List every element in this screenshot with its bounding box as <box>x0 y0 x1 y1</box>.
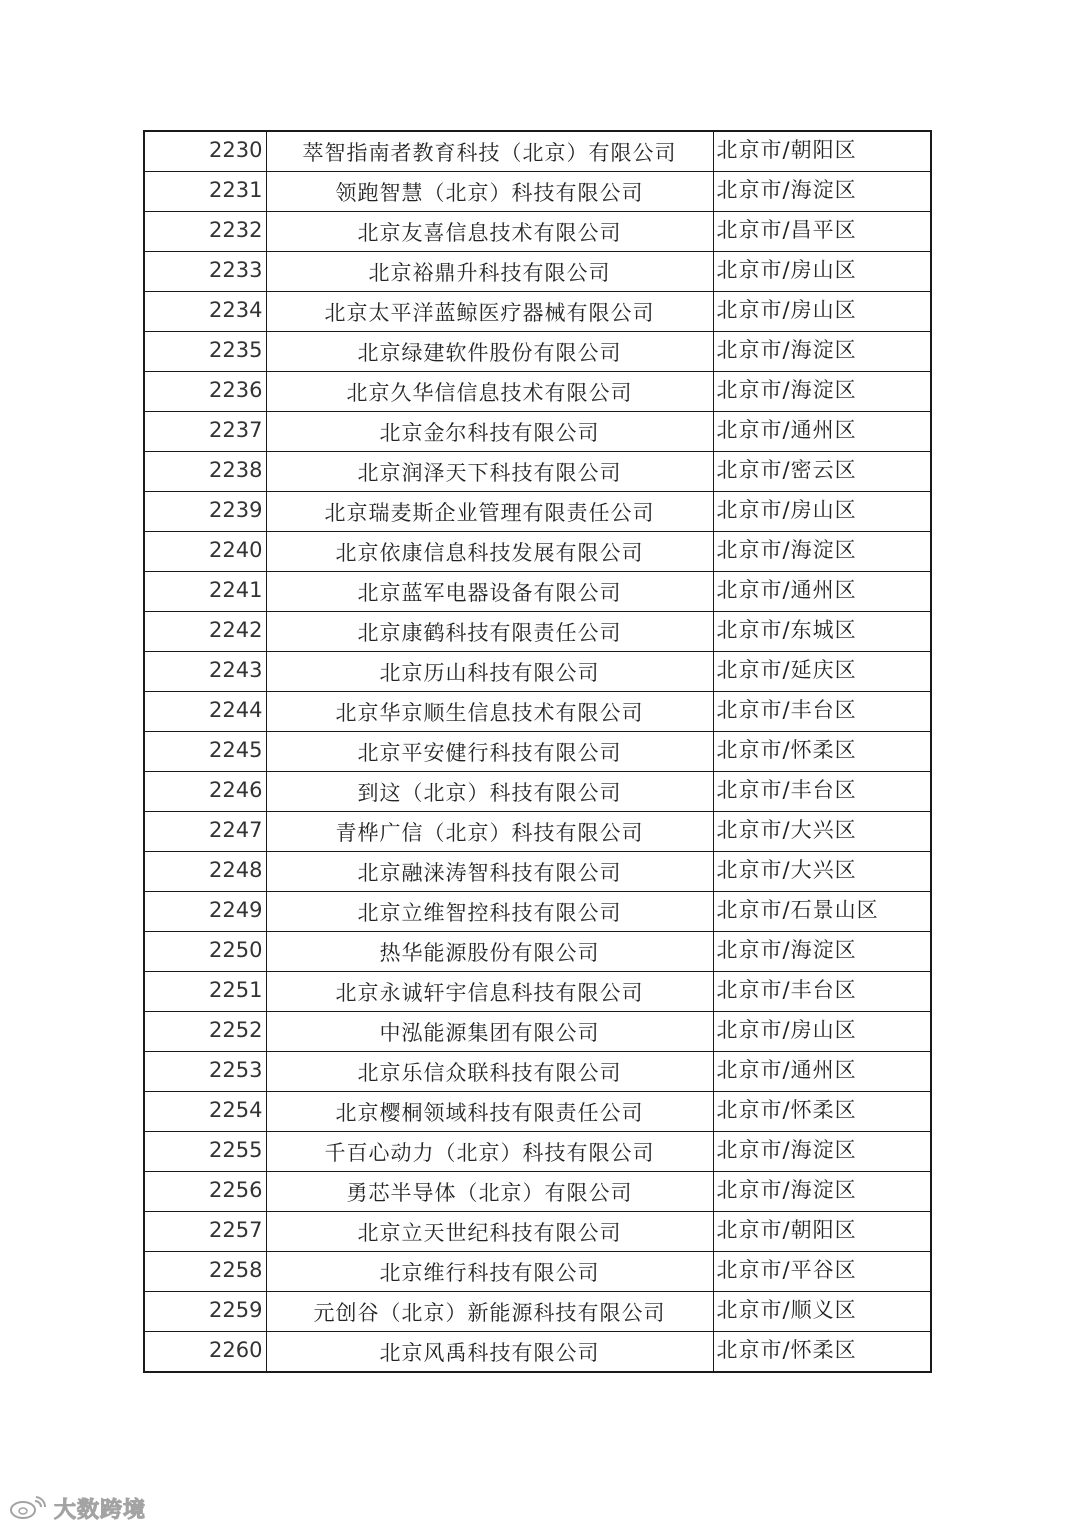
table-row <box>144 532 931 572</box>
row-number-cell: 2238 <box>144 452 266 492</box>
row-number-cell: 2235 <box>144 332 266 372</box>
table-row <box>144 772 931 812</box>
row-number-cell: 2240 <box>144 532 266 572</box>
row-number-cell: 2257 <box>144 1212 266 1252</box>
table-row <box>144 1172 931 1212</box>
table-row <box>144 172 931 212</box>
company-name-cell: 北京立天世纪科技有限公司 <box>266 1212 713 1252</box>
region-cell: 北京市/昌平区 <box>713 212 931 252</box>
table-row <box>144 1052 931 1092</box>
row-number-cell: 2236 <box>144 372 266 412</box>
table-row <box>144 412 931 452</box>
company-name-cell: 北京友喜信息技术有限公司 <box>266 212 713 252</box>
region-cell: 北京市/怀柔区 <box>713 1092 931 1132</box>
region-cell: 北京市/石景山区 <box>713 892 931 932</box>
region-cell: 北京市/大兴区 <box>713 812 931 852</box>
row-number-cell: 2249 <box>144 892 266 932</box>
table-row <box>144 332 931 372</box>
row-number-cell: 2258 <box>144 1252 266 1292</box>
company-name-cell: 萃智指南者教育科技（北京）有限公司 <box>266 131 713 172</box>
region-cell: 北京市/平谷区 <box>713 1252 931 1292</box>
region-cell: 北京市/丰台区 <box>713 972 931 1012</box>
region-cell: 北京市/朝阳区 <box>713 131 931 172</box>
weibo-logo-icon <box>8 1495 48 1521</box>
company-name-cell: 到这（北京）科技有限公司 <box>266 772 713 812</box>
company-name-cell: 热华能源股份有限公司 <box>266 932 713 972</box>
company-name-cell: 北京依康信息科技发展有限公司 <box>266 532 713 572</box>
table-row <box>144 1292 931 1332</box>
row-number-cell: 2232 <box>144 212 266 252</box>
row-number-cell: 2234 <box>144 292 266 332</box>
watermark-text: 大数跨境 <box>54 1497 147 1523</box>
table-row <box>144 972 931 1012</box>
region-cell: 北京市/通州区 <box>713 1052 931 1092</box>
table-row <box>144 852 931 892</box>
row-number-cell: 2241 <box>144 572 266 612</box>
table-row <box>144 1332 931 1373</box>
company-table-body <box>144 131 931 1372</box>
company-name-cell: 北京樱桐领域科技有限责任公司 <box>266 1092 713 1132</box>
region-cell: 北京市/大兴区 <box>713 852 931 892</box>
table-row <box>144 212 931 252</box>
region-cell: 北京市/丰台区 <box>713 692 931 732</box>
row-number-cell: 2247 <box>144 812 266 852</box>
table-row <box>144 131 931 172</box>
region-cell: 北京市/海淀区 <box>713 372 931 412</box>
company-name-cell: 北京华京顺生信息技术有限公司 <box>266 692 713 732</box>
table-row <box>144 932 931 972</box>
company-name-cell: 中泓能源集团有限公司 <box>266 1012 713 1052</box>
table-row <box>144 252 931 292</box>
row-number-cell: 2259 <box>144 1292 266 1332</box>
table-row <box>144 372 931 412</box>
row-number-cell: 2253 <box>144 1052 266 1092</box>
company-name-cell: 北京历山科技有限公司 <box>266 652 713 692</box>
table-row <box>144 1092 931 1132</box>
row-number-cell: 2243 <box>144 652 266 692</box>
company-name-cell: 北京平安健行科技有限公司 <box>266 732 713 772</box>
row-number-cell: 2231 <box>144 172 266 212</box>
row-number-cell: 2255 <box>144 1132 266 1172</box>
table-row <box>144 1252 931 1292</box>
table-row <box>144 1132 931 1172</box>
company-name-cell: 北京康鹤科技有限责任公司 <box>266 612 713 652</box>
region-cell: 北京市/房山区 <box>713 492 931 532</box>
company-list-table <box>143 130 932 1373</box>
table-row <box>144 1012 931 1052</box>
row-number-cell: 2251 <box>144 972 266 1012</box>
region-cell: 北京市/海淀区 <box>713 1132 931 1172</box>
company-name-cell: 北京风禹科技有限公司 <box>266 1332 713 1373</box>
company-name-cell: 勇芯半导体（北京）有限公司 <box>266 1172 713 1212</box>
region-cell: 北京市/海淀区 <box>713 172 931 212</box>
table-row <box>144 572 931 612</box>
region-cell: 北京市/房山区 <box>713 252 931 292</box>
region-cell: 北京市/怀柔区 <box>713 1332 931 1373</box>
region-cell: 北京市/海淀区 <box>713 1172 931 1212</box>
table-row <box>144 452 931 492</box>
company-name-cell: 北京立维智控科技有限公司 <box>266 892 713 932</box>
table-row <box>144 652 931 692</box>
company-name-cell: 领跑智慧（北京）科技有限公司 <box>266 172 713 212</box>
company-name-cell: 北京融涞涛智科技有限公司 <box>266 852 713 892</box>
company-name-cell: 北京裕鼎升科技有限公司 <box>266 252 713 292</box>
table-row <box>144 892 931 932</box>
table-row <box>144 612 931 652</box>
row-number-cell: 2244 <box>144 692 266 732</box>
table-row <box>144 492 931 532</box>
company-name-cell: 北京金尔科技有限公司 <box>266 412 713 452</box>
region-cell: 北京市/海淀区 <box>713 932 931 972</box>
table-row <box>144 732 931 772</box>
row-number-cell: 2233 <box>144 252 266 292</box>
region-cell: 北京市/密云区 <box>713 452 931 492</box>
company-name-cell: 北京润泽天下科技有限公司 <box>266 452 713 492</box>
region-cell: 北京市/延庆区 <box>713 652 931 692</box>
region-cell: 北京市/丰台区 <box>713 772 931 812</box>
region-cell: 北京市/房山区 <box>713 1012 931 1052</box>
row-number-cell: 2239 <box>144 492 266 532</box>
region-cell: 北京市/房山区 <box>713 292 931 332</box>
table-row <box>144 292 931 332</box>
company-name-cell: 北京永诚轩宇信息科技有限公司 <box>266 972 713 1012</box>
company-name-cell: 青桦广信（北京）科技有限公司 <box>266 812 713 852</box>
company-name-cell: 北京绿建软件股份有限公司 <box>266 332 713 372</box>
company-name-cell: 北京蓝军电器设备有限公司 <box>266 572 713 612</box>
row-number-cell: 2256 <box>144 1172 266 1212</box>
row-number-cell: 2248 <box>144 852 266 892</box>
company-name-cell: 北京维行科技有限公司 <box>266 1252 713 1292</box>
company-name-cell: 元创谷（北京）新能源科技有限公司 <box>266 1292 713 1332</box>
row-number-cell: 2242 <box>144 612 266 652</box>
row-number-cell: 2237 <box>144 412 266 452</box>
company-name-cell: 北京久华信信息技术有限公司 <box>266 372 713 412</box>
region-cell: 北京市/顺义区 <box>713 1292 931 1332</box>
row-number-cell: 2246 <box>144 772 266 812</box>
row-number-cell: 2245 <box>144 732 266 772</box>
row-number-cell: 2250 <box>144 932 266 972</box>
company-name-cell: 北京太平洋蓝鲸医疗器械有限公司 <box>266 292 713 332</box>
row-number-cell: 2230 <box>144 131 266 172</box>
table-row <box>144 812 931 852</box>
watermark <box>8 1494 146 1522</box>
region-cell: 北京市/通州区 <box>713 572 931 612</box>
row-number-cell: 2260 <box>144 1332 266 1373</box>
region-cell: 北京市/东城区 <box>713 612 931 652</box>
company-name-cell: 北京乐信众联科技有限公司 <box>266 1052 713 1092</box>
table-row <box>144 1212 931 1252</box>
region-cell: 北京市/通州区 <box>713 412 931 452</box>
region-cell: 北京市/朝阳区 <box>713 1212 931 1252</box>
company-name-cell: 千百心动力（北京）科技有限公司 <box>266 1132 713 1172</box>
row-number-cell: 2252 <box>144 1012 266 1052</box>
region-cell: 北京市/海淀区 <box>713 532 931 572</box>
region-cell: 北京市/怀柔区 <box>713 732 931 772</box>
table-row <box>144 692 931 732</box>
row-number-cell: 2254 <box>144 1092 266 1132</box>
region-cell: 北京市/海淀区 <box>713 332 931 372</box>
company-name-cell: 北京瑞麦斯企业管理有限责任公司 <box>266 492 713 532</box>
